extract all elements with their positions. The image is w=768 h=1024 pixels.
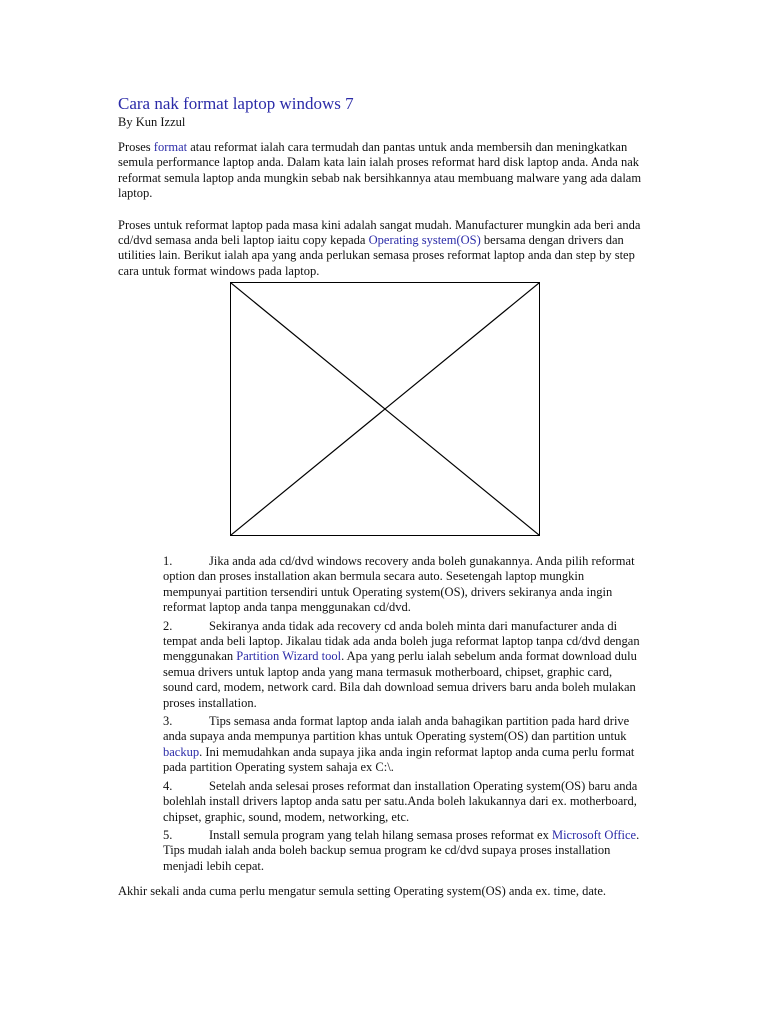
intro-p2-text-rest: bersama dengan drivers dan utilities lain. Berikut ialah apa yang anda perlukan semasa proses reformat laptop anda dan step by step cara untuk format windows pada laptop. [118,233,635,278]
step-text-rest: . Tips mudah ialah anda boleh backup semua program ke cd/dvd supaya proses installation menjadi lebih cepat. [163,827,640,873]
step-text-rest: . Ini memudahkan anda supaya jika anda ingin reformat laptop anda cuma perlu format pada partition Operating system sahaja ex C:\. [163,744,635,775]
steps-list [163,554,643,877]
microsoft-office-link[interactable]: Microsoft Office [551,827,637,842]
step-text: Tips semasa anda format laptop anda ialah anda bahagikan partition pada hard drive anda supaya anda mempunya partition khas untuk Operating system(OS) dan partition untuk [163,714,630,744]
list-item [163,828,643,874]
list-item [163,619,643,711]
intro-paragraph-2 [118,218,658,280]
article [118,94,658,279]
byline: By Kun Izzul [118,115,186,129]
step-number: 4. [163,778,173,793]
intro-p1-text-rest: atau reformat ialah cara termudah dan pantas untuk anda membersih dan meningkatkan semula performance laptop anda. Dalam kata lain ialah proses reformat hard disk laptop anda. Anda nak reformat semula laptop anda mungkin sebab nak bersihkannya atau membuang malware yang ada dalam laptop. [118,140,642,201]
step-text: Jika anda ada cd/dvd windows recovery anda boleh gunakannya. Anda pilih reformat option dan proses installation akan bermula secara auto. Sesetengah laptop mungkin mempunyai partition tersendiri untuk Operating system(OS), drivers sekiranya anda ingin reformat laptop anda tanpa menggunakan cd/dvd. [163,554,635,615]
step-text-rest: . Apa yang perlu ialah sebelum anda format download dulu semua drivers untuk laptop anda yang mana termasuk motherboard, chipset, graphic card, sound card, modem, network card. Bila dah download semua drivers baru anda boleh mulakan proses installation. [163,649,637,710]
broken-image-icon [231,283,539,535]
operating-system-link[interactable]: Operating system(OS) [368,233,481,248]
closing-paragraph: Akhir sekali anda cuma perlu mengatur semula setting Operating system(OS) anda ex. time, date. [118,884,607,898]
step-number: 1. [163,554,173,568]
step-number: 2. [163,618,173,633]
step-text: Sekiranya anda tidak ada recovery cd anda boleh minta dari manufacturer anda di tempat anda beli laptop. Jikalau tidak ada anda boleh juga reformat laptop tanpa cd/dvd dengan menggunakan [163,618,640,664]
list-item [163,779,643,825]
image-placeholder [230,282,540,536]
list-item [163,554,643,616]
step-number: 3. [163,714,173,729]
intro-p2-text: Proses untuk reformat laptop pada masa kini adalah sangat mudah. Manufacturer mungkin ada beri anda cd/dvd semasa anda beli laptop iaitu copy kepada [118,217,641,248]
step-text: Install semula program yang telah hilang semasa proses reformat ex [209,827,552,842]
step-text: Setelah anda selesai proses reformat dan installation Operating system(OS) baru anda bolehlah install drivers laptop anda satu per satu.Anda boleh lakukannya dari ex. motherboard, chipset, graphic, sound, modem, networking, etc. [163,778,638,824]
intro-paragraph-1 [118,140,658,202]
backup-link[interactable]: backup [163,744,200,759]
list-item [163,714,643,776]
step-number: 5. [163,827,173,842]
intro-p1-text: Proses [118,140,154,154]
page-title: Cara nak format laptop windows 7 [118,94,354,113]
format-link[interactable]: format [153,140,188,154]
partition-wizard-link[interactable]: Partition Wizard tool [236,649,342,664]
